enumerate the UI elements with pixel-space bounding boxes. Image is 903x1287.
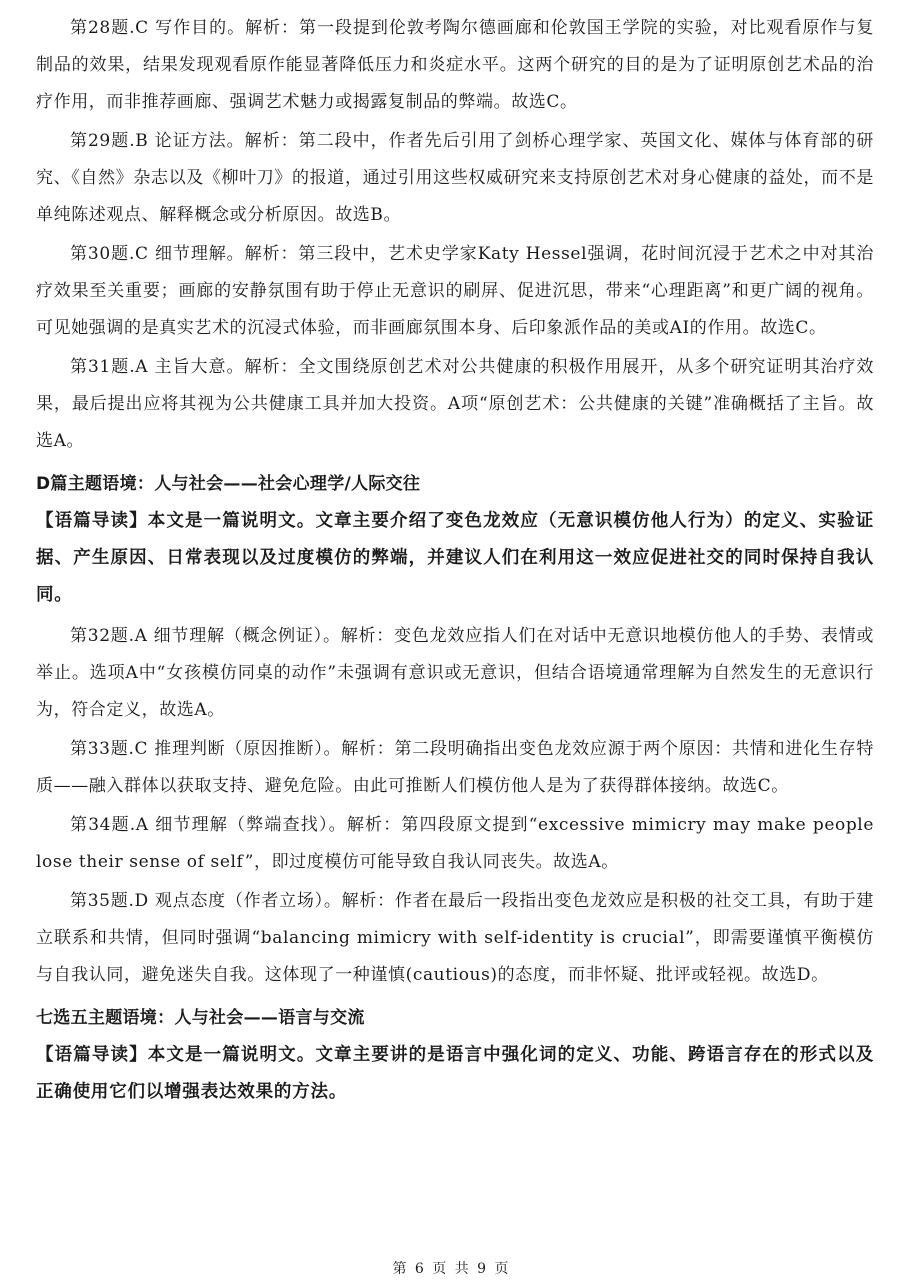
answer-paragraph-q31: 第31题.A 主旨大意。解析：全文围绕原创艺术对公共健康的积极作用展开，从多个研究证明其治疗效果，最后提出应将其视为公共健康工具并加大投资。A项“原创艺术：公共健康的关键”准确概括了主旨。故选A。 <box>36 357 874 451</box>
answer-paragraph-q35: 第35题.D 观点态度（作者立场）。解析：作者在最后一段指出变色龙效应是积极的社交工具，有助于建立联系和共情，但同时强调“balancing mimicry with self-identity is crucial”，即需要谨慎平衡模仿与自我认同，避免迷失自我。这体现了一种谨慎(cautious)的态度，而非怀疑、批评或轻视。故选D。 <box>36 891 874 985</box>
page-number-footer: 第 6 页 共 9 页 <box>392 1261 511 1277</box>
answer-paragraph-q33: 第33题.C 推理判断（原因推断）。解析：第二段明确指出变色龙效应源于两个原因：共情和进化生存特质——融入群体以获取支持、避免危险。由此可推断人们模仿他人是为了获得群体接纳。故选C。 <box>36 739 874 796</box>
answer-paragraph-q32: 第32题.A 细节理解（概念例证）。解析：变色龙效应指人们在对话中无意识地模仿他人的手势、表情或举止。选项A中“女孩模仿同桌的动作”未强调有意识或无意识，但结合语境通常理解为自然发生的无意识行为，符合定义，故选A。 <box>36 626 874 720</box>
answer-paragraph-q28: 第28题.C 写作目的。解析：第一段提到伦敦考陶尔德画廊和伦敦国王学院的实验，对比观看原作与复制品的效果，结果发现观看原作能显著降低压力和炎症水平。这两个研究的目的是为了证明原创艺术品的治疗作用，而非推荐画廊、强调艺术魅力或揭露复制品的弊端。故选C。 <box>36 18 874 112</box>
section-d-heading: D篇主题语境：人与社会——社会心理学/人际交往 <box>36 474 421 494</box>
section-d-intro: 【语篇导读】本文是一篇说明文。文章主要介绍了变色龙效应（无意识模仿他人行为）的定义、实验证据、产生原因、日常表现以及过度模仿的弊端，并建议人们在利用这一效应促进社交的同时保持自我认同。 <box>36 511 874 605</box>
answer-paragraph-q34: 第34题.A 细节理解（弊端查找）。解析：第四段原文提到“excessive mimicry may make people lose their sense of self”，即过度模仿可能导致自我认同丧失。故选A。 <box>36 815 874 872</box>
answer-paragraph-q30: 第30题.C 细节理解。解析：第三段中，艺术史学家Katy Hessel强调，花时间沉浸于艺术之中对其治疗效果至关重要；画廊的安静氛围有助于停止无意识的刷屏、促进沉思，带来“心理距离”和更广阔的视角。可见她强调的是真实艺术的沉浸式体验，而非画廊氛围本身、后印象派作品的美或AI的作用。故选C。 <box>36 244 874 338</box>
section-seven-intro: 【语篇导读】本文是一篇说明文。文章主要讲的是语言中强化词的定义、功能、跨语言存在的形式以及正确使用它们以增强表达效果的方法。 <box>36 1045 874 1102</box>
section-seven-heading: 七选五主题语境：人与社会——语言与交流 <box>36 1008 365 1028</box>
document-page <box>36 10 874 1115</box>
answer-paragraph-q29: 第29题.B 论证方法。解析：第二段中，作者先后引用了剑桥心理学家、英国文化、媒体与体育部的研究、《自然》杂志以及《柳叶刀》的报道，通过引用这些权威研究来支持原创艺术对身心健康的益处，而不是单纯陈述观点、解释概念或分析原因。故选B。 <box>36 131 874 225</box>
